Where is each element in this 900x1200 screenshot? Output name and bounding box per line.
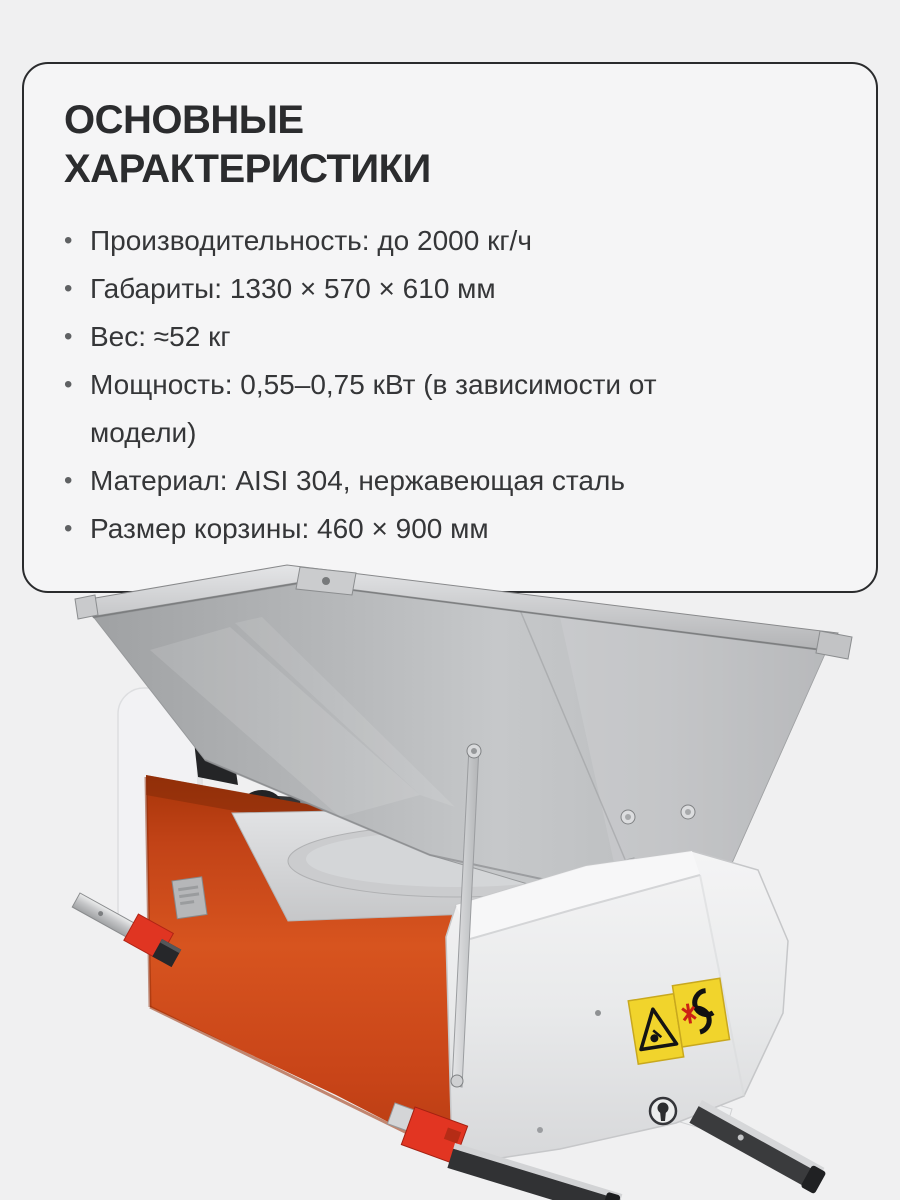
bullet-icon: • <box>64 515 73 542</box>
bullet-icon: • <box>64 227 73 254</box>
card-title-line1: ОСНОВНЫЕ <box>64 98 304 142</box>
bullet-icon: • <box>64 323 73 350</box>
specs-list <box>64 217 836 553</box>
product-photo <box>0 555 900 1200</box>
spec-text: Производительность: до 2000 кг/ч <box>90 225 532 256</box>
spec-text: Размер корзины: 460 × 900 мм <box>90 513 489 544</box>
spec-item-capacity <box>64 217 836 265</box>
spec-text: Вес: ≈52 кг <box>90 321 231 352</box>
spec-item-dimensions <box>64 265 836 313</box>
motor-housing <box>446 851 788 1159</box>
spec-text: Габариты: 1330 × 570 × 610 мм <box>90 273 496 304</box>
spec-text: Материал: AISI 304, нержавеющая сталь <box>90 465 625 496</box>
specs-card <box>22 62 878 593</box>
bullet-icon: • <box>64 467 73 494</box>
bullet-icon: • <box>64 275 73 302</box>
spec-item-material <box>64 457 836 505</box>
round-emblem-icon <box>650 1098 676 1124</box>
bullet-icon: • <box>64 371 73 398</box>
spec-item-weight <box>64 313 836 361</box>
nameplate <box>172 877 207 919</box>
right-rail <box>688 1100 828 1194</box>
spec-item-basket-size <box>64 505 836 553</box>
card-title-line2: ХАРАКТЕРИСТИКИ <box>64 147 431 191</box>
spec-item-power <box>64 361 836 457</box>
spec-text: Мощность: 0,55–0,75 кВт (в зависимости от модели) <box>90 369 657 448</box>
card-title <box>64 96 836 194</box>
